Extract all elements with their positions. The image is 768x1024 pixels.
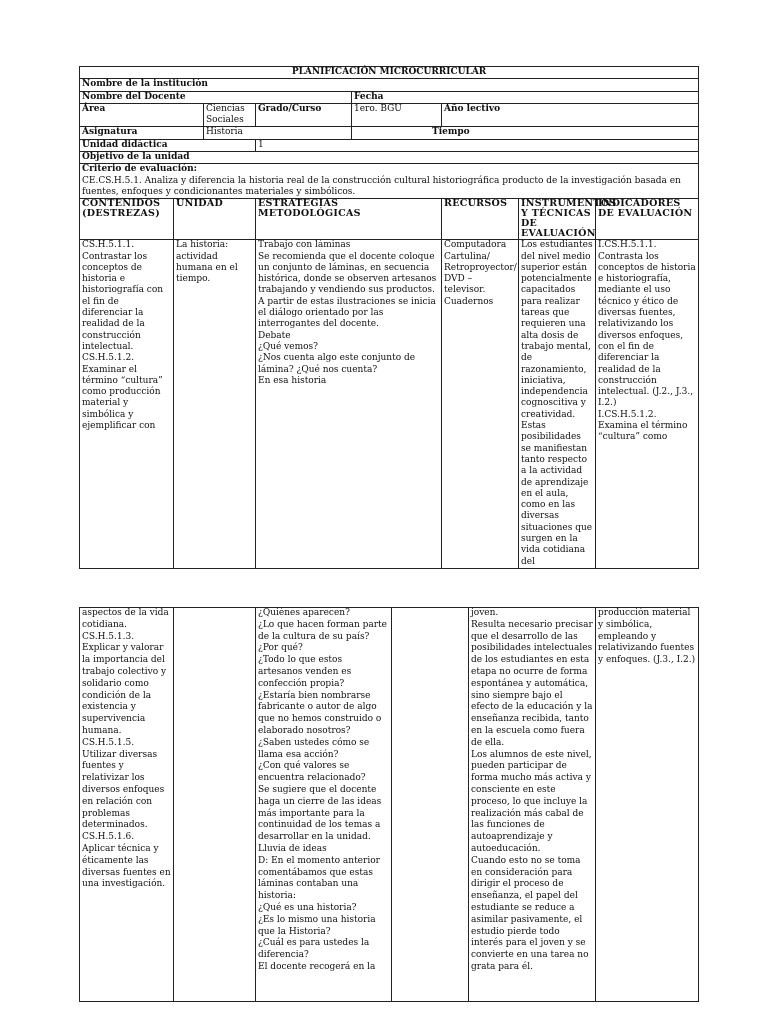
planning-table-page-1 bbox=[79, 66, 699, 569]
instrumentos-cell: Los estudiantes del nivel medio superior están potencialmente capacitados para realizar tareas que requieren una alta dosis de trabajo mental, de razonamiento, iniciativa, independencia cognoscitiva y creatividad. Estas posibilidades se manifiestan tanto respecto a la actividad de aprendizaje en el aula, como en las diversas situaciones que surgen en la vida cotidiana del bbox=[519, 240, 596, 569]
unit-label: Unidad didáctica bbox=[80, 139, 256, 151]
criteria-text: CE.CS.H.5.1. Analiza y diferencia la historia real de la construcción cultural historiográfica producto de la investigación basada en fuentes, enfoques y condicionantes materiales y simbólicos. bbox=[82, 175, 681, 197]
area-value: Ciencias Sociales bbox=[204, 103, 256, 127]
grade-label: Grado/Curso bbox=[256, 103, 352, 127]
recursos-cell bbox=[392, 608, 469, 1002]
unidad-cell: La historia: actividad humana en el tiempo. bbox=[174, 240, 256, 569]
school-year-label: Año lectivo bbox=[442, 103, 699, 127]
time-label: Tiempo bbox=[352, 127, 699, 139]
header-recursos: RECURSOS bbox=[442, 199, 519, 240]
date-label: Fecha bbox=[352, 91, 699, 103]
objective-label: Objetivo de la unidad bbox=[80, 152, 699, 164]
header-contenidos: CONTENIDOS (DESTREZAS) bbox=[80, 199, 174, 240]
subject-value: Historia bbox=[204, 127, 352, 139]
header-estrategias: ESTRATEGIAS METODOLÓGICAS bbox=[256, 199, 442, 240]
institution-label: Nombre de la institución bbox=[80, 79, 699, 91]
instrumentos-cell: joven. Resulta necesario precisar que el desarrollo de las posibilidades intelectuales de los estudiantes en esta etapa no ocurre de forma espontánea y automática, sino siempre bajo el efecto de la educación y la enseñanza recibida, tanto en la escuela como fuera de ella. Los alumnos de este nivel, pueden participar de forma mucho más activa y consciente en este proceso, lo que incluye la realización más cabal de las funciones de autoaprendizaje y autoeducación. Cuando esto no se toma en consideración para dirigir el proceso de enseñanza, el papel del estudiante se reduce a asimilar pasivamente, el estudio pierde todo interés para el joven y se convierte en una tarea no grata para él. bbox=[469, 608, 596, 1002]
estrategias-cell: ¿Quiénes aparecen? ¿Lo que hacen forman parte de la cultura de su país? ¿Por qué? ¿Todo lo que estos artesanos venden es confección propia? ¿Estaría bien nombrarse fabricante o autor de algo que no hemos construido o elaborado nosotros? ¿Saben ustedes cómo se llama esa acción? ¿Con qué valores se encuentra relacionado? Se sugiere que el docente haga un cierre de las ideas más importante para la continuidad de los temas a desarrollar en la unidad. Lluvia de ideas D: En el momento anterior comentábamos que estas láminas contaban una historia: ¿Qué es una historia? ¿Es lo mismo una historia que la Historia? ¿Cuál es para ustedes la diferencia? El docente recogerá en la bbox=[256, 608, 392, 1002]
document-title: PLANIFICACIÓN MICROCURRICULAR bbox=[80, 67, 699, 79]
header-indicadores: INDICADORES DE EVALUACIÓN bbox=[596, 199, 699, 240]
area-label: Área bbox=[80, 103, 204, 127]
criteria-label: Criterio de evaluación: bbox=[82, 164, 198, 175]
header-instrumentos: INSTRUMENTOS Y TÉCNICAS DE EVALUACIÓN bbox=[519, 199, 596, 240]
contenidos-cell: aspectos de la vida cotidiana. CS.H.5.1.3. Explicar y valorar la importancia del trabajo colectivo y solidario como condición de la existencia y supervivencia humana. CS.H.5.1.5. Utilizar diversas fuentes y relativizar los diversos enfoques en relación con problemas determinados. CS.H.5.1.6. Aplicar técnica y éticamente las diversas fuentes en una investigación. bbox=[80, 608, 174, 1002]
header-unidad: UNIDAD bbox=[174, 199, 256, 240]
recursos-cell: Computadora Cartulina/ Retroproyector/ DVD – televisor. Cuadernos bbox=[442, 240, 519, 569]
indicadores-cell: producción material y simbólica, empleando y relativizando fuentes y enfoques. (J.3., I.2.) bbox=[596, 608, 699, 1002]
contenidos-cell: CS.H.5.1.1. Contrastar los conceptos de historia e historiografía con el fin de diferenciar la realidad de la construcción intelectual. CS.H.5.1.2. Examinar el término “cultura” como producción material y simbólica y ejemplificar con bbox=[80, 240, 174, 569]
estrategias-cell: Trabajo con láminas Se recomienda que el docente coloque un conjunto de láminas, en secuencia histórica, donde se observen artesanos trabajando y vendiendo sus productos. A partir de estas ilustraciones se inicia el diálogo orientado por las interrogantes del docente. Debate ¿Qué vemos? ¿Nos cuenta algo este conjunto de lámina? ¿Qué nos cuenta? En esa historia bbox=[256, 240, 442, 569]
planning-table-page-2 bbox=[79, 607, 699, 1002]
grade-value: 1ero. BGU bbox=[352, 103, 442, 127]
teacher-label: Nombre del Docente bbox=[80, 91, 352, 103]
criteria-cell bbox=[80, 164, 699, 199]
unit-value: 1 bbox=[256, 139, 699, 151]
indicadores-cell: I.CS.H.5.1.1. Contrasta los conceptos de historia e historiografía, mediante el uso técnico y ético de diversas fuentes, relativizando los diversos enfoques, con el fin de diferenciar la realidad de la construcción intelectual. (J.2., J.3., I.2.) I.CS.H.5.1.2. Examina el término “cultura” como bbox=[596, 240, 699, 569]
subject-label: Asignatura bbox=[80, 127, 204, 139]
unidad-cell bbox=[174, 608, 256, 1002]
